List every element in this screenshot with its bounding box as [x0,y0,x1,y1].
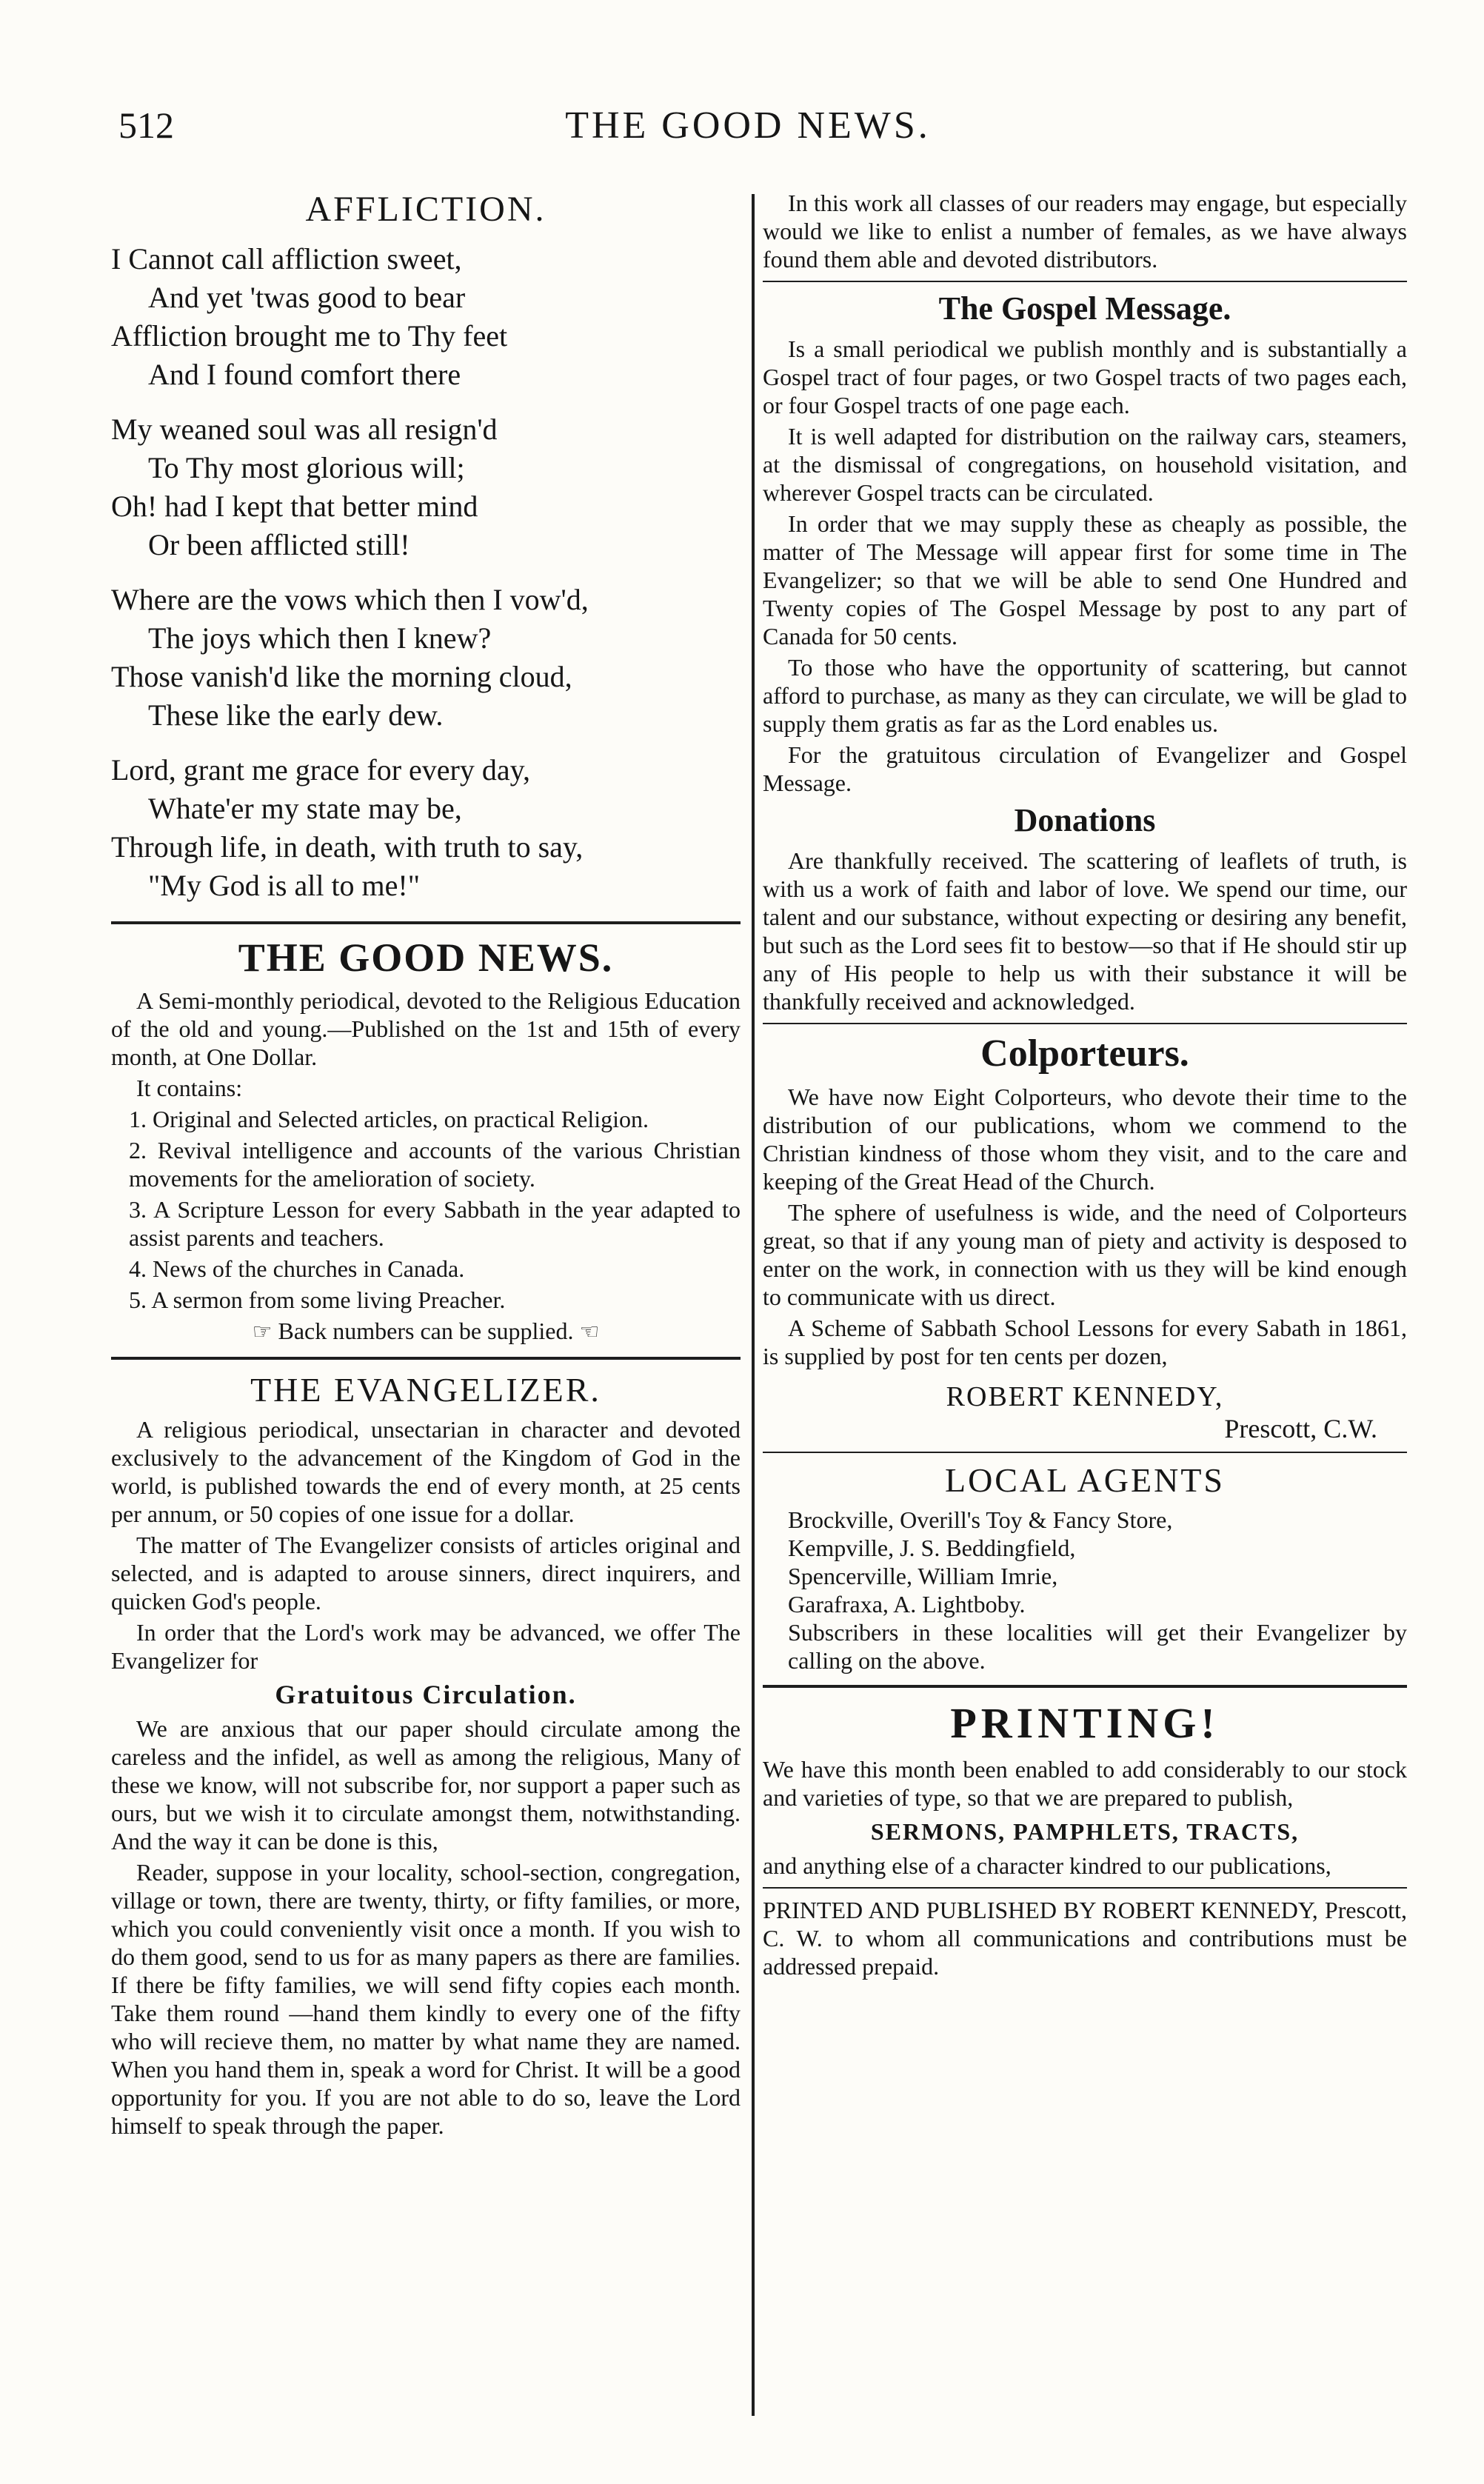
section-rule [763,1452,1407,1453]
printing-body [763,1755,1407,1880]
colporteurs-body [763,1083,1407,1370]
poem-line: And I found comfort there [148,358,461,391]
gospel-message-body [763,335,1407,797]
paragraph: It is well adapted for distribution on the railway cars, steamers, at the dismissal of congregations, on household visitation, and wherever Gospel tracts can be circulated. [763,423,1407,506]
gospel-message-title: The Gospel Message. [938,290,1231,327]
paragraph: Reader, suppose in your locality, school-section, congregation, village or town, there are twenty, thirty, or fifty families, or more, which you could conveniently visit once a month. If you wish to do them good, send to us for as many papers as there are families. If there be fifty families, we will send fifty copies each month. Take them round —hand them kindly to every one of the fifty who will recieve them, no matter by what name they are named. When you hand them in, speak a word for Christ. It will be a good opportunity for you. If you are not able to do so, leave the Lord himself to speak through the paper. [111,1859,741,2139]
paragraph: A Scheme of Sabbath School Lessons for every Sabath in 1861, is supplied by post for ten cents per dozen, [763,1315,1407,1369]
contains-label: It contains: [136,1075,243,1101]
donations-title: Donations [1014,802,1156,838]
paragraph: The matter of The Evangelizer consists of articles original and selected, and is adapted to arouse sinners, direct inquirers, and quicken God's people. [111,1532,741,1615]
evangelizer-title: THE EVANGELIZER. [250,1371,601,1409]
right-column [763,189,1407,1983]
paragraph: We have this month been enabled to add considerably to our stock and varieties of type, so that we are prepared to publish, [763,1756,1407,1811]
paragraph: We are anxious that our paper should circulate among the careless and the infidel, as well as among the religious, Many of these we know, will not subscribe for, nor support a paper such as ours, but we wish it to circulate amongst them, notwithstanding. And the way it can be done is this, [111,1715,741,1854]
page-header [118,104,1377,163]
poem-line: "My God is all to me!" [148,869,421,902]
list-item: 4. News of the churches in Canada. [129,1255,465,1282]
back-numbers-line [111,1317,741,1346]
paragraph: and anything else of a character kindred to our publications, [763,1852,1331,1879]
signature-name: ROBERT KENNEDY, [946,1381,1224,1412]
pointing-hand-icon: ☜ [579,1320,600,1344]
colporteurs-notice [763,1032,1407,1444]
printing-services: SERMONS, PAMPHLETS, TRACTS, [870,1818,1300,1845]
list-item: 2. Revival intelligence and accounts of the various Christian movements for the amelioration of society. [129,1137,741,1192]
local-agents-title: LOCAL AGENTS [944,1461,1225,1499]
section-rule [763,1023,1407,1024]
column-divider [752,194,755,2416]
section-rule [763,1685,1407,1688]
poem-line: The joys which then I knew? [148,621,492,655]
agent-entry: Brockville, Overill's Toy & Fancy Store, [788,1506,1173,1533]
stanza [111,240,741,394]
stanza [111,751,741,905]
poem-line: Affliction brought me to Thy feet [111,319,508,353]
gospel-message-notice [763,290,1407,797]
section-rule [763,1887,1407,1889]
donations-notice [763,801,1407,1015]
evangelizer-body [111,1415,741,2140]
imprint-text: PRINTED AND PUBLISHED BY ROBERT KENNEDY, Prescott, C. W. to whom all communications and contributions must be addressed prepaid. [763,1897,1407,1980]
poem-line: Whate'er my state may be, [148,792,462,825]
agent-entry: Garafraxa, A. Lightboby. [788,1591,1026,1617]
poem-line: These like the early dew. [148,698,444,732]
poem-line: Lord, grant me grace for every day, [111,753,531,787]
affliction-poem [111,189,741,905]
poem-line: To Thy most glorious will; [148,451,465,484]
agent-entry: Spencerville, William Imrie, [788,1563,1058,1589]
poem-title: AFFLICTION. [305,190,547,229]
agents-list [763,1506,1407,1675]
paragraph: Are thankfully received. The scattering of leaflets of truth, is with us a work of faith and labor of love. We spend our time, our talent and our substance, without expecting or desiring any benefit, but such as the Lord sees fit to bestow—so that if He should stir up any of His people to help us with their substance it will be thankfully received and acknowledged. [763,847,1407,1015]
paragraph: In this work all classes of our readers may engage, but especially would we like to enlist a number of females, as we have always found them able and devoted distributors. [763,190,1407,273]
poem-line: My weaned soul was all resign'd [111,413,498,446]
pointing-hand-icon: ☞ [252,1320,273,1344]
local-agents-notice [763,1460,1407,1675]
paragraph: In order that we may supply these as cheaply as possible, the matter of The Message will appear first for some time in The Evangelizer; so that we will be able to send One Hundred and Twenty copies of The Gospel Message by post to any part of Canada for 50 cents. [763,510,1407,650]
agents-note: Subscribers in these localities will get their Evangelizer by calling on the above. [788,1619,1407,1674]
evangelizer-notice [111,1370,741,2140]
poem-line: Where are the vows which then I vow'd, [111,583,589,616]
paragraph: A religious periodical, unsectarian in character and devoted exclusively to the advancement of the Kingdom of God in the world, is published towards the end of every month, at 25 cents per annum, or 50 copies of one issue for a dollar. [111,1416,741,1527]
printing-title: PRINTING! [950,1699,1220,1747]
paragraph: In order that the Lord's work may be advanced, we offer The Evangelizer for [111,1619,741,1674]
poem-line: Oh! had I kept that better mind [111,490,478,523]
paragraph: We have now Eight Colporteurs, who devote their time to the distribution of our publications, whom we commend to the Christian kindness of those whom they visit, and to the care and keeping of the Great Head of the Church. [763,1084,1407,1195]
section-rule [111,921,741,924]
good-news-notice [111,935,741,1346]
good-news-title: THE GOOD NEWS. [238,935,614,980]
section-rule [763,281,1407,282]
running-title: THE GOOD NEWS. [565,104,931,147]
signature-place: Prescott, C.W. [1224,1414,1377,1443]
poem-line: Or been afflicted still! [148,528,410,561]
page-number: 512 [118,104,174,146]
contents-list [111,1105,741,1314]
colporteurs-title: Colporteurs. [980,1032,1189,1075]
section-rule [111,1357,741,1360]
printing-notice [763,1698,1407,1880]
stanza [111,410,741,564]
imprint [763,1896,1407,1980]
poem-line: I Cannot call affliction sweet, [111,242,462,276]
stanza [111,581,741,735]
poem-line: Those vanish'd like the morning cloud, [111,660,572,693]
poem-line: Through life, in death, with truth to say, [111,830,584,864]
paragraph: To those who have the opportunity of scattering, but cannot afford to purchase, as many as they can circulate, we will be glad to supply them gratis as far as the Lord enables us. [763,654,1407,737]
good-news-intro: A Semi-monthly periodical, devoted to the Religious Education of the old and young.—Published on the 1st and 15th of every month, at One Dollar. [111,987,741,1070]
donations-body [763,847,1407,1015]
paragraph: For the gratuitous circulation of Evangelizer and Gospel Message. [763,741,1407,796]
list-item: 1. Original and Selected articles, on practical Religion. [129,1106,649,1132]
poem-line: And yet 'twas good to bear [148,281,466,314]
poem-body [111,240,741,905]
agent-entry: Kempville, J. S. Beddingfield, [788,1535,1076,1561]
left-column [111,189,741,2143]
back-numbers: Back numbers can be supplied. [278,1318,574,1344]
good-news-body [111,986,741,1346]
gratuitous-circulation-heading: Gratuitous Circulation. [275,1680,577,1709]
list-item: 5. A sermon from some living Preacher. [129,1286,506,1313]
distributors-appeal [763,189,1407,273]
list-item: 3. A Scripture Lesson for every Sabbath in the year adapted to assist parents and teachers. [129,1196,741,1251]
paragraph: Is a small periodical we publish monthly and is substantially a Gospel tract of four pages, or two Gospel tracts of two pages each, or four Gospel tracts of one page each. [763,335,1407,418]
paragraph: The sphere of usefulness is wide, and the need of Colporteurs great, so that if any young man of piety and activity is desposed to enter on the work, in connection with us they will be kind enough to communicate with us direct. [763,1199,1407,1310]
